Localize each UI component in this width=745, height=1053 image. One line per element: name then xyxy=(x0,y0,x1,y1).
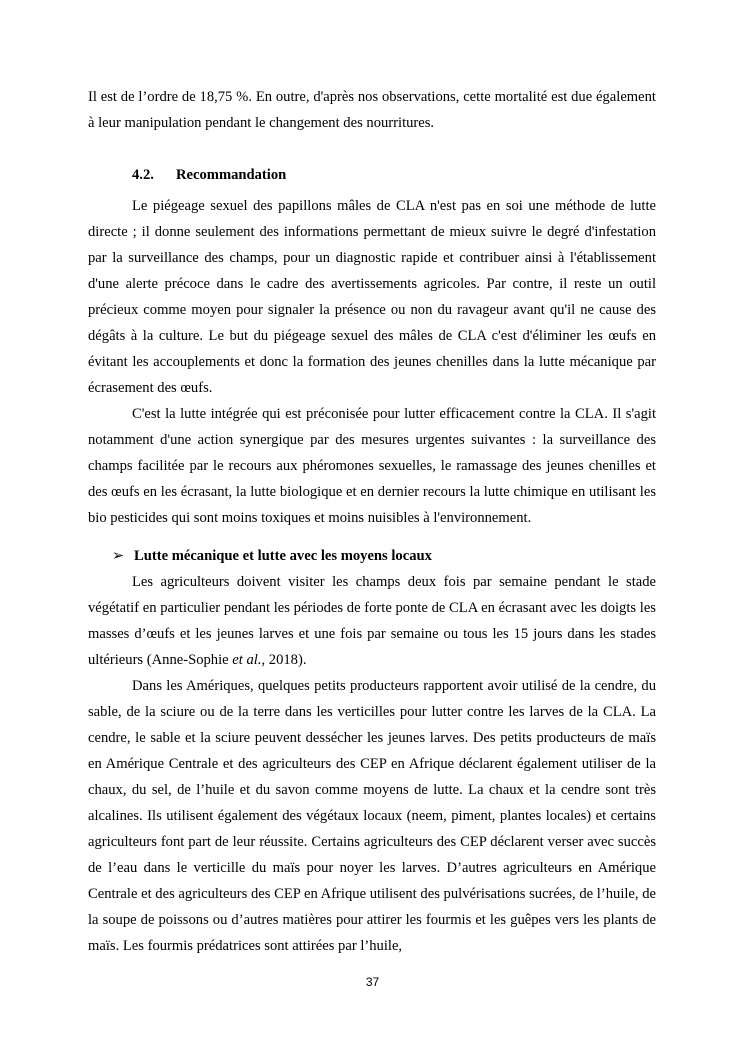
citation-year: 2018). xyxy=(265,652,307,668)
paragraph-mechanical-control xyxy=(88,569,656,673)
section-title: Recommandation xyxy=(176,167,287,183)
subsection-heading xyxy=(112,545,432,567)
page-number: 37 xyxy=(365,975,380,989)
section-number: 4.2. xyxy=(132,167,154,183)
paragraph-mortality: Il est de l’ordre de 18,75 %. En outre, d'après nos observations, cette mortalité est due également à leur manipulation pendant le changement des nourritures. xyxy=(88,89,656,131)
paragraph-local-methods: Dans les Amériques, quelques petits producteurs rapportent avoir utilisé de la cendre, du sable, de la sciure ou de la terre dans les verticilles pour lutter contre les larves de la CLA. La cendre, le sable et la sciure peuvent dessécher les jeunes larves. Des petits producteurs de maïs en Amérique Centrale et des agriculteurs des CEP en Afrique déclarent également utiliser de la chaux, du sel, de l’huile et du savon comme moyens de lutte. La chaux et la cendre sont très alcalines. Ils utilisent également des végétaux locaux (neem, piment, plantes locales) et certains agriculteurs font part de leur réussite. Certains agriculteurs des CEP déclarent verser avec succès de l’eau dans le verticille du maïs pour noyer les larves. D’autres agriculteurs en Amérique Centrale et des agriculteurs des CEP en Afrique utilisent des pulvérisations sucrées, de l’huile, de la soupe de poissons ou d’autres matières pour attirer les fourmis et les guêpes vers les plants de maïs. Les fourmis prédatrices sont attirées par l’huile, xyxy=(88,678,656,954)
paragraph-integrated-control: C'est la lutte intégrée qui est préconisée pour lutter efficacement contre la CLA. Il s'agit notamment d'une action synergique par des mesures urgentes suivantes : la surveillance des champs facilitée par le recours aux phéromones sexuelles, le ramassage des jeunes chenilles et des œufs en les écrasant, la lutte biologique et en dernier recours la lutte chimique en utilisant les bio pesticides qui sont moins toxiques et moins nuisibles à l'environnement. xyxy=(88,406,656,526)
citation-et-al: et al., xyxy=(232,652,266,668)
paragraph-sexual-trapping: Le piégeage sexuel des papillons mâles de CLA n'est pas en soi une méthode de lutte directe ; il donne seulement des informations permettant de mieux suivre le degré d'infestation par la surveillance des champs, pour un diagnostic rapide et contribuer ainsi à l'établissement d'une alerte précoce dans le cadre des avertissements agricoles. Par contre, il reste un outil précieux comme moyen pour signaler la présence ou non du ravageur avant qu'il ne cause des dégâts à la culture. Le but du piégeage sexuel des mâles de CLA c'est d'éliminer les œufs en évitant les accouplements et donc la formation des jeunes chenilles dans la lutte mécanique par écrasement des œufs. xyxy=(88,198,656,396)
subsection-title: Lutte mécanique et lutte avec les moyens locaux xyxy=(134,548,432,564)
section-heading xyxy=(132,164,286,186)
citation-text: Les agriculteurs doivent visiter les champs deux fois par semaine pendant le stade végétatif en particulier pendant les périodes de forte ponte de CLA en écrasant avec les doigts les masses d’œufs et les jeunes larves et une fois par semaine ou tous les 15 jours dans les stades ultérieurs (Anne-Sophie xyxy=(88,574,656,668)
arrow-bullet-icon: ➢ xyxy=(112,548,125,564)
